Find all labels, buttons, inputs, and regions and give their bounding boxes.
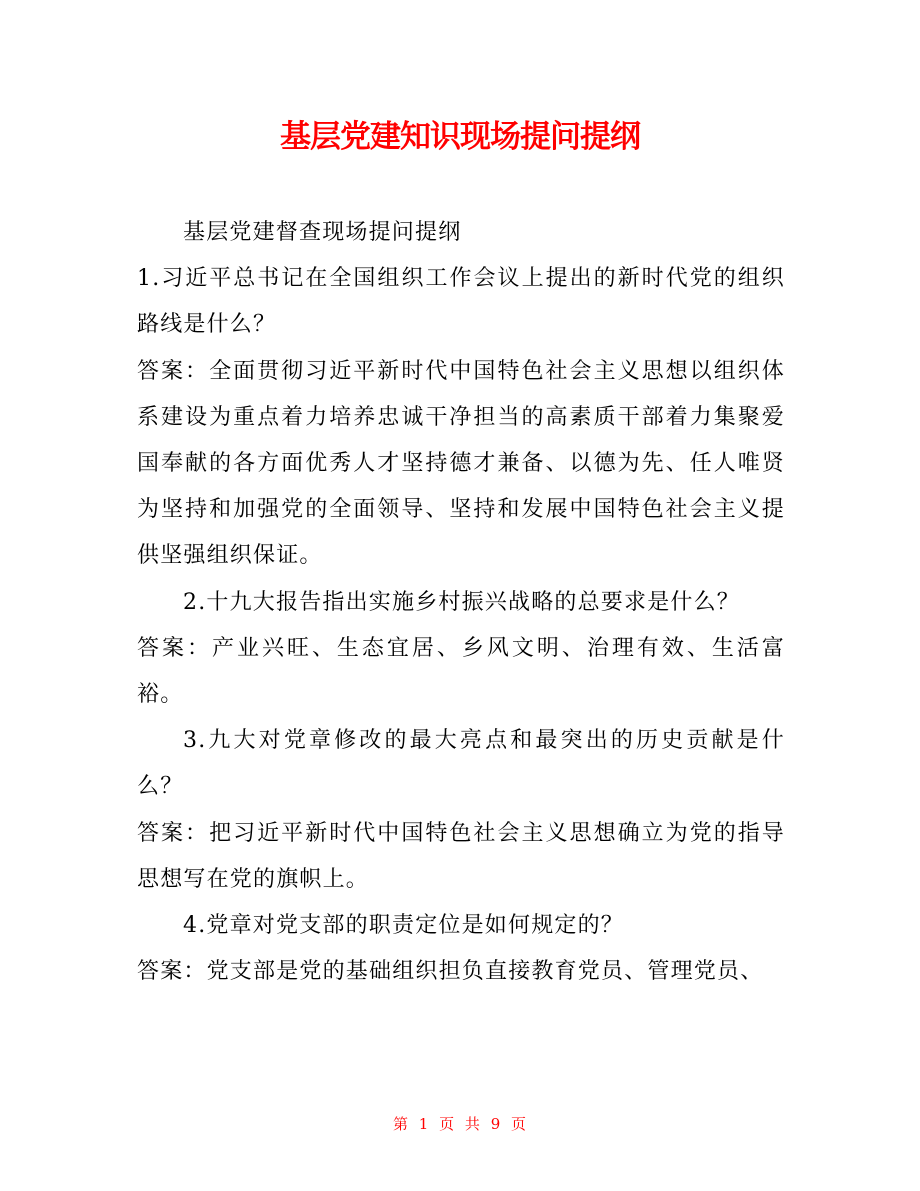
footer-total-label: 共 (464, 1115, 481, 1133)
answer-4: 答案：党支部是党的基础组织担负直接教育党员、管理党员、 (137, 959, 764, 985)
footer-page-label: 第 (392, 1115, 409, 1133)
document-title: 基层党建知识现场提问提纲 (280, 119, 640, 155)
page-footer (0, 1112, 920, 1136)
footer-total-unit: 页 (511, 1115, 528, 1133)
question-4: 4.党章对党支部的职责定位是如何规定的？ (183, 913, 624, 939)
answer-2: 答案：产业兴旺、生态宜居、乡风文明、治理有效、生活富裕。 (137, 635, 785, 708)
footer-total-pages: 9 (490, 1115, 502, 1133)
footer-page-unit: 页 (439, 1115, 456, 1133)
document-body (137, 210, 785, 995)
question-1: 1.习近平总书记在全国组织工作会议上提出的新时代党的组织路线是什么？ (137, 266, 785, 338)
subtitle-paragraph: 基层党建督查现场提问提纲 (183, 220, 462, 245)
question-3: 3.九大对党章修改的最大亮点和最突出的历史贡献是什么？ (137, 728, 785, 800)
question-2: 2.十九大报告指出实施乡村振兴战略的总要求是什么？ (183, 589, 740, 615)
answer-1: 答案：全面贯彻习近平新时代中国特色社会主义思想以组织体系建设为重点着力培养忠诚干净担当的高素质干部着力集聚爱国奉献的各方面优秀人才坚持德才兼备、以德为先、任人唯贤为坚持和加强党的全面领导、坚持和发展中国特色社会主义提供坚强组织保证。 (137, 358, 785, 569)
answer-3: 答案：把习近平新时代中国特色社会主义思想确立为党的指导思想写在党的旗帜上。 (137, 820, 785, 892)
footer-current-page: 1 (418, 1115, 430, 1133)
